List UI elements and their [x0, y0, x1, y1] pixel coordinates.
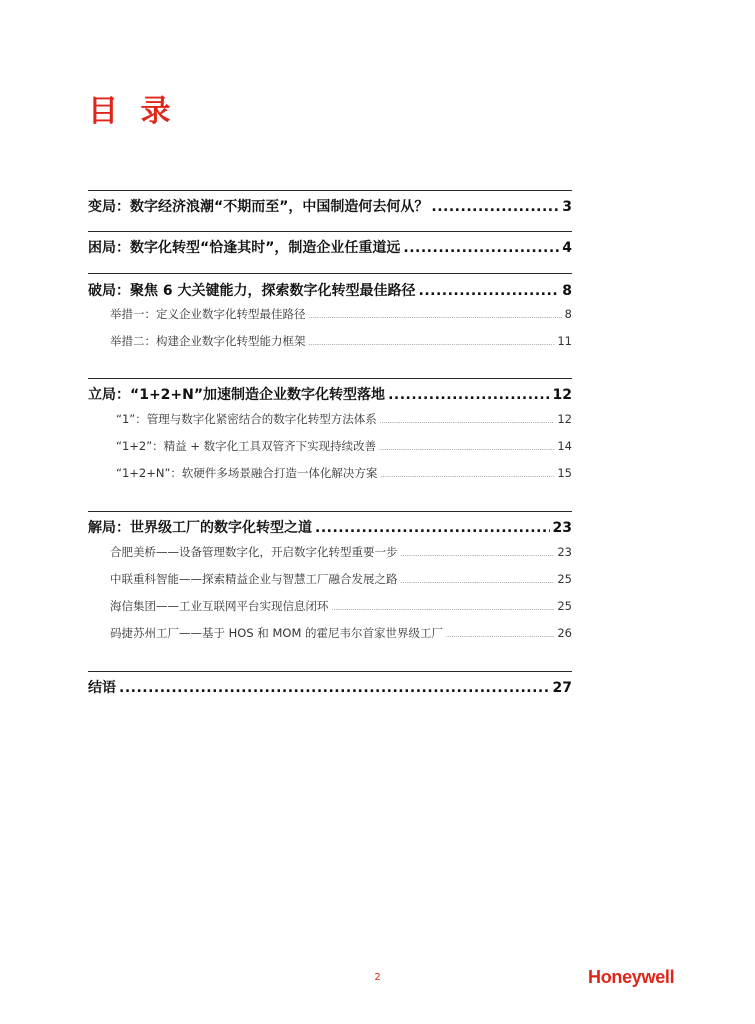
toc-subentry-title: 合肥美桥——设备管理数字化，开启数字化转型重要一步: [110, 545, 398, 559]
toc-entry-title: 解局：世界级工厂的数字化转型之道: [88, 520, 312, 536]
leader-dots: [315, 520, 550, 536]
toc-subentry[interactable]: [110, 333, 572, 349]
divider: [88, 273, 572, 274]
toc-subentry-page: 25: [557, 599, 572, 613]
divider: [88, 511, 572, 512]
toc-subentry-page: 15: [557, 466, 572, 480]
leader-dots: [419, 283, 560, 299]
toc-subentry-page: 23: [557, 545, 572, 559]
toc-entry[interactable]: [88, 237, 572, 257]
toc-subentry-page: 26: [557, 626, 572, 640]
leader-dots: [388, 387, 549, 403]
toc-subentry[interactable]: [110, 306, 572, 322]
toc-subentry-title: 码捷苏州工厂——基于 HOS 和 MOM 的霍尼韦尔首家世界级工厂: [110, 626, 444, 640]
toc-entry-title: 立局：“1+2+N”加速制造企业数字化转型落地: [88, 387, 386, 403]
toc-entry-page: 27: [552, 680, 572, 696]
toc-subentry-title: “1+2+N”：软硬件多场景融合打造一体化解决方案: [116, 466, 378, 480]
leader-dots: [379, 445, 554, 452]
page-number: 2: [374, 972, 381, 983]
toc-subentry[interactable]: [110, 544, 572, 560]
toc-subentry-title: “1”：管理与数字化紧密结合的数字化转型方法体系: [116, 412, 377, 426]
leader-dots: [119, 680, 550, 696]
toc-entry-title: 变局：数字经济浪潮“不期而至”，中国制造何去何从？: [88, 199, 429, 215]
toc-subentry-page: 11: [557, 334, 572, 348]
divider: [88, 378, 572, 379]
leader-dots: [431, 199, 559, 215]
leader-dots: [401, 578, 555, 585]
divider: [88, 231, 572, 232]
toc-subentry[interactable]: [110, 625, 572, 641]
toc-subentry-title: “1+2”：精益 + 数字化工具双管齐下实现持续改善: [116, 439, 377, 453]
toc-subentry-page: 14: [557, 439, 572, 453]
toc-entry-page: 3: [562, 199, 572, 215]
toc-subentry-title: 海信集团——工业互联网平台实现信息闭环: [110, 599, 329, 613]
toc-entry-title: 结语: [88, 680, 116, 696]
toc-subentry-title: 举措二：构建企业数字化转型能力框架: [110, 334, 306, 348]
toc-entry-title: 破局：聚焦 6 大关键能力，探索数字化转型最佳路径: [88, 283, 416, 299]
divider: [88, 190, 572, 191]
toc-subentry-title: 举措一：定义企业数字化转型最佳路径: [110, 307, 306, 321]
toc-entry-page: 23: [552, 520, 572, 536]
toc-subentry-page: 25: [557, 572, 572, 586]
leader-dots: [380, 472, 554, 479]
leader-dots: [403, 240, 559, 256]
toc-entry[interactable]: [88, 280, 572, 300]
toc-subentry[interactable]: [116, 438, 572, 454]
toc-entry-page: 4: [562, 240, 572, 256]
honeywell-logo: Honeywell: [588, 967, 675, 987]
toc-entry[interactable]: [88, 384, 572, 404]
toc-subentry[interactable]: [116, 465, 572, 481]
leader-dots: [332, 605, 555, 612]
leader-dots: [401, 551, 555, 558]
toc-subentry-title: 中联重科智能——探索精益企业与智慧工厂融合发展之路: [110, 572, 398, 586]
toc-subentry-page: 8: [564, 307, 572, 321]
toc-entry[interactable]: [88, 196, 572, 216]
toc-entry-title: 困局：数字化转型“恰逢其时”，制造企业任重道远: [88, 240, 401, 256]
page-title: 目 录: [88, 94, 177, 129]
toc-entry-page: 12: [552, 387, 572, 403]
leader-dots: [380, 418, 555, 425]
leader-dots: [446, 632, 554, 639]
toc-entry-page: 8: [562, 283, 572, 299]
toc-entry[interactable]: [88, 517, 572, 537]
toc-subentry-page: 12: [557, 412, 572, 426]
toc-subentry[interactable]: [110, 598, 572, 614]
leader-dots: [309, 340, 555, 347]
toc-subentry[interactable]: [110, 571, 572, 587]
toc-subentry[interactable]: [116, 411, 572, 427]
leader-dots: [309, 313, 562, 320]
toc-entry[interactable]: [88, 677, 572, 697]
divider: [88, 671, 572, 672]
